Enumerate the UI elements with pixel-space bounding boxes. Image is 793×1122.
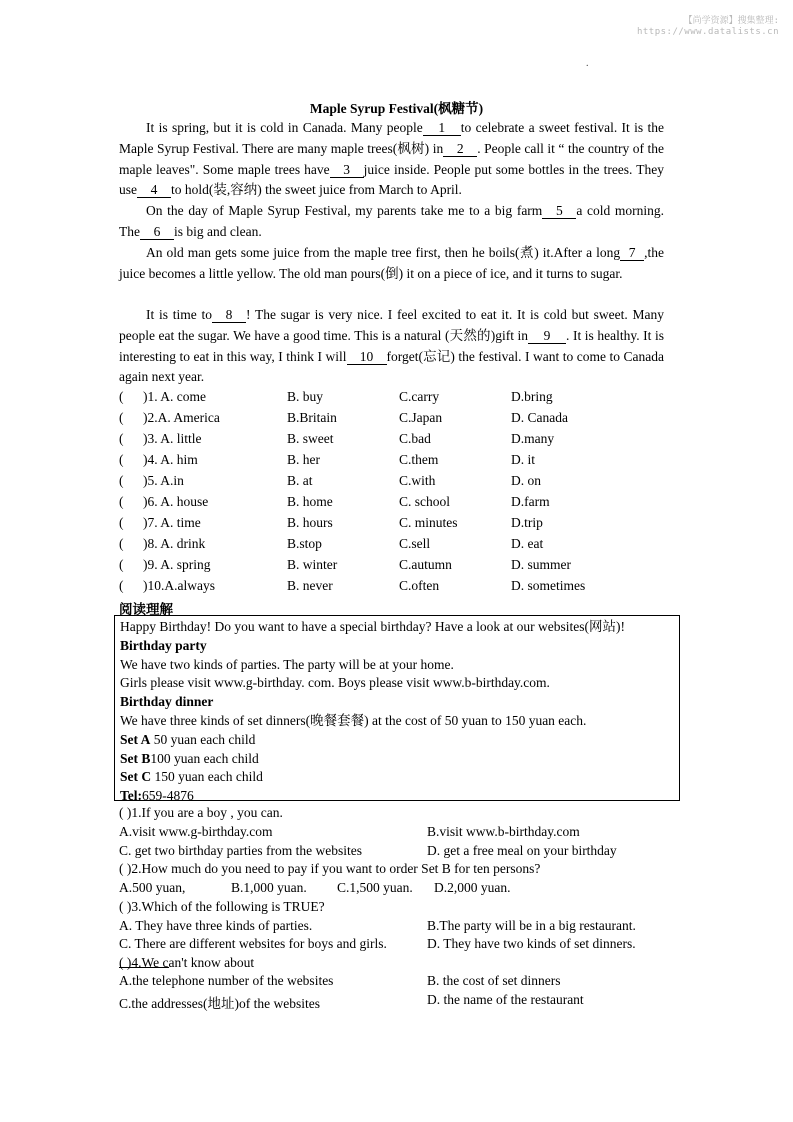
option-d: D. the name of the restaurant [427, 992, 584, 1007]
birthday-ad-box [114, 615, 680, 804]
passage-paragraph-2 [119, 201, 664, 243]
option-d: D.bring [511, 389, 553, 404]
passage-text: to celebrate a sweet festival. It is the Maple Syrup Festival. There are many maple trees(枫树) in [119, 120, 664, 156]
watermark-source: 【尚学资源】搜集整理: [683, 16, 779, 26]
option-a: A.the telephone number of the websites [119, 973, 334, 988]
option-d: D.trip [511, 515, 543, 530]
passage-text: juice inside. People put some bottles in the trees. They use [119, 161, 664, 198]
option-d: D. They have two kinds of set dinners. [427, 936, 636, 951]
option-b: B. home [287, 494, 333, 509]
answer-bracket: ( [119, 431, 124, 446]
answer-bracket: ( [119, 578, 124, 593]
set-a-label: Set A [120, 731, 151, 747]
option-d: D. it [511, 452, 536, 467]
set-b-label: Set B [120, 750, 151, 766]
ad-party-line-1: We have two kinds of parties. The party will be at your home. [120, 656, 454, 672]
option-b: B. her [287, 452, 320, 467]
option-a: )8. A. drink [143, 536, 206, 551]
question-stem: ( )3.Which of the following is TRUE? [119, 899, 325, 914]
ad-set-c [120, 768, 679, 787]
option-c: C.carry [399, 389, 440, 404]
option-d: D. get a free meal on your birthday [427, 843, 617, 858]
option-d: D.many [511, 431, 555, 446]
ad-party-line-2: Girls please visit www.g-birthday. com. Boys please visit www.b-birthday.com. [120, 675, 550, 691]
blank-9: 9 [528, 328, 566, 344]
blank-1: 1 [423, 120, 461, 136]
ad-party-heading: Birthday party [120, 637, 207, 653]
option-d: D.farm [511, 494, 550, 509]
option-c: C. get two birthday parties from the websites [119, 843, 362, 858]
option-b: B.Britain [287, 410, 337, 425]
option-a: )10.A.always [143, 578, 215, 593]
option-b: B. buy [287, 389, 324, 404]
set-c-text: 150 yuan each child [151, 769, 263, 785]
passage-text: forget(忘记) the festival. I want to come to Canada again next year. [119, 348, 664, 385]
ad-intro: Happy Birthday! Do you want to have a special birthday? Have a look at our websites(网站)! [120, 619, 625, 634]
blank-6: 6 [140, 224, 174, 240]
watermark-url: https://www.datalists.cn [636, 27, 779, 37]
option-a: )9. A. spring [143, 557, 211, 572]
passage-text: ,the juice becomes a little yellow. The old man pours(倒) it on a piece of ice, and it turns to sugar. [119, 245, 664, 281]
option-c: C.with [399, 473, 436, 488]
option-b: B.stop [287, 536, 322, 551]
answer-bracket: ( [119, 410, 124, 425]
passage-text: . People call it “ the country of the maple leaves". Some maple trees have [119, 140, 665, 177]
tel-text: 659-4876 [142, 788, 194, 804]
option-c: C.autumn [399, 557, 452, 572]
passage-text: On the day of Maple Syrup Festival, my parents take me to a big farm [146, 203, 543, 218]
option-c: C.Japan [399, 410, 443, 425]
blank-3: 3 [330, 162, 364, 178]
answer-bracket: ( [119, 389, 124, 404]
set-c-label: Set C [120, 769, 152, 785]
option-c: C. minutes [399, 515, 458, 530]
passage-text: to hold(装,容纳) the sweet juice from March to April. [171, 182, 462, 198]
blank-5: 5 [542, 203, 576, 219]
option-d: D.2,000 yuan. [434, 880, 511, 895]
header-dot: . [586, 58, 589, 69]
passage-text: It is spring, but it is cold in Canada. Many people [146, 120, 423, 135]
option-a: A. They have three kinds of parties. [119, 918, 313, 933]
option-a: )3. A. little [143, 431, 202, 446]
option-c: C.them [399, 452, 439, 467]
question-stem: ( )1.If you are a boy , you can. [119, 805, 283, 820]
ad-set-b [120, 750, 679, 769]
option-c: C. There are different websites for boys and girls. [119, 936, 387, 951]
answer-bracket: ( [119, 452, 124, 467]
option-d: D. on [511, 473, 541, 488]
answer-bracket: ( [119, 557, 124, 572]
option-b: B. sweet [287, 431, 334, 446]
ad-dinner-heading: Birthday dinner [120, 694, 214, 710]
option-a: )1. A. come [143, 389, 206, 404]
option-a: A.500 yuan, [119, 880, 186, 895]
option-b: B.1,000 yuan. [231, 880, 307, 895]
passage-text: ! The sugar is very nice. I feel excited to eat it. It is cold but sweet. Many people eat the sugar. We have a good time. This is a natural (天然的)gift in [119, 307, 665, 343]
option-a: )5. A.in [143, 473, 184, 488]
ad-dinner-line-1: We have three kinds of set dinners(晚餐套餐) at the cost of 50 yuan to 150 yuan each. [120, 712, 587, 728]
blank-7: 7 [620, 245, 644, 261]
option-a: )2.A. America [143, 410, 220, 425]
ad-set-a [120, 731, 679, 750]
answer-bracket: ( [119, 536, 124, 551]
passage-text: It is time to [146, 307, 212, 322]
question-stem-text: ( )4.We can't know about [119, 955, 255, 970]
passage-paragraph-3 [119, 243, 664, 285]
option-b: B.visit www.b-birthday.com [427, 824, 580, 839]
option-a: )4. A. him [143, 452, 198, 467]
question-stem: ( )2.How much do you need to pay if you want to order Set B for ten persons? [119, 861, 541, 876]
set-a-text: 50 yuan each child [150, 731, 256, 747]
blank-4: 4 [137, 182, 171, 198]
blank-8: 8 [212, 307, 246, 323]
option-d: D. summer [511, 557, 571, 572]
option-b: B. hours [287, 515, 333, 530]
page-title: Maple Syrup Festival(枫糖节) [309, 101, 484, 116]
tel-label: Tel: [120, 788, 143, 804]
passage-text: a cold morning. The [119, 203, 664, 239]
passage-paragraph-1 [119, 118, 664, 201]
option-d: D. eat [511, 536, 544, 551]
option-c: C.often [399, 578, 440, 593]
passage-paragraph-4 [119, 305, 664, 388]
passage-text: is big and clean. [174, 223, 262, 239]
option-d: D. Canada [511, 410, 568, 425]
option-b: B. winter [287, 557, 338, 572]
option-c: C.sell [399, 536, 431, 551]
passage-text: . It is healthy. It is interesting to eat in this way, I think I will [119, 327, 664, 364]
set-b-text: 100 yuan each child [150, 750, 259, 766]
option-c: C.the addresses(地址)of the websites [119, 996, 320, 1011]
reading-heading: 阅读理解 [119, 602, 173, 617]
ad-tel [120, 787, 679, 806]
option-a: )6. A. house [143, 494, 209, 509]
option-a: A.visit www.g-birthday.com [119, 824, 273, 839]
answer-bracket: ( [119, 473, 124, 488]
option-c: C. school [399, 494, 451, 509]
option-c: C.1,500 yuan. [337, 880, 413, 895]
answer-line [119, 955, 169, 968]
option-b: B.The party will be in a big restaurant. [427, 918, 636, 933]
passage-text: An old man gets some juice from the maple tree first, then he boils(煮) it.After a long [146, 245, 621, 260]
option-b: B. at [287, 473, 313, 488]
blank-2: 2 [443, 141, 477, 157]
option-a: )7. A. time [143, 515, 201, 530]
option-b: B. the cost of set dinners [427, 973, 561, 988]
answer-bracket: ( [119, 515, 124, 530]
option-d: D. sometimes [511, 578, 586, 593]
option-b: B. never [287, 578, 333, 593]
answer-bracket: ( [119, 494, 124, 509]
blank-10: 10 [347, 349, 387, 365]
option-c: C.bad [399, 431, 431, 446]
